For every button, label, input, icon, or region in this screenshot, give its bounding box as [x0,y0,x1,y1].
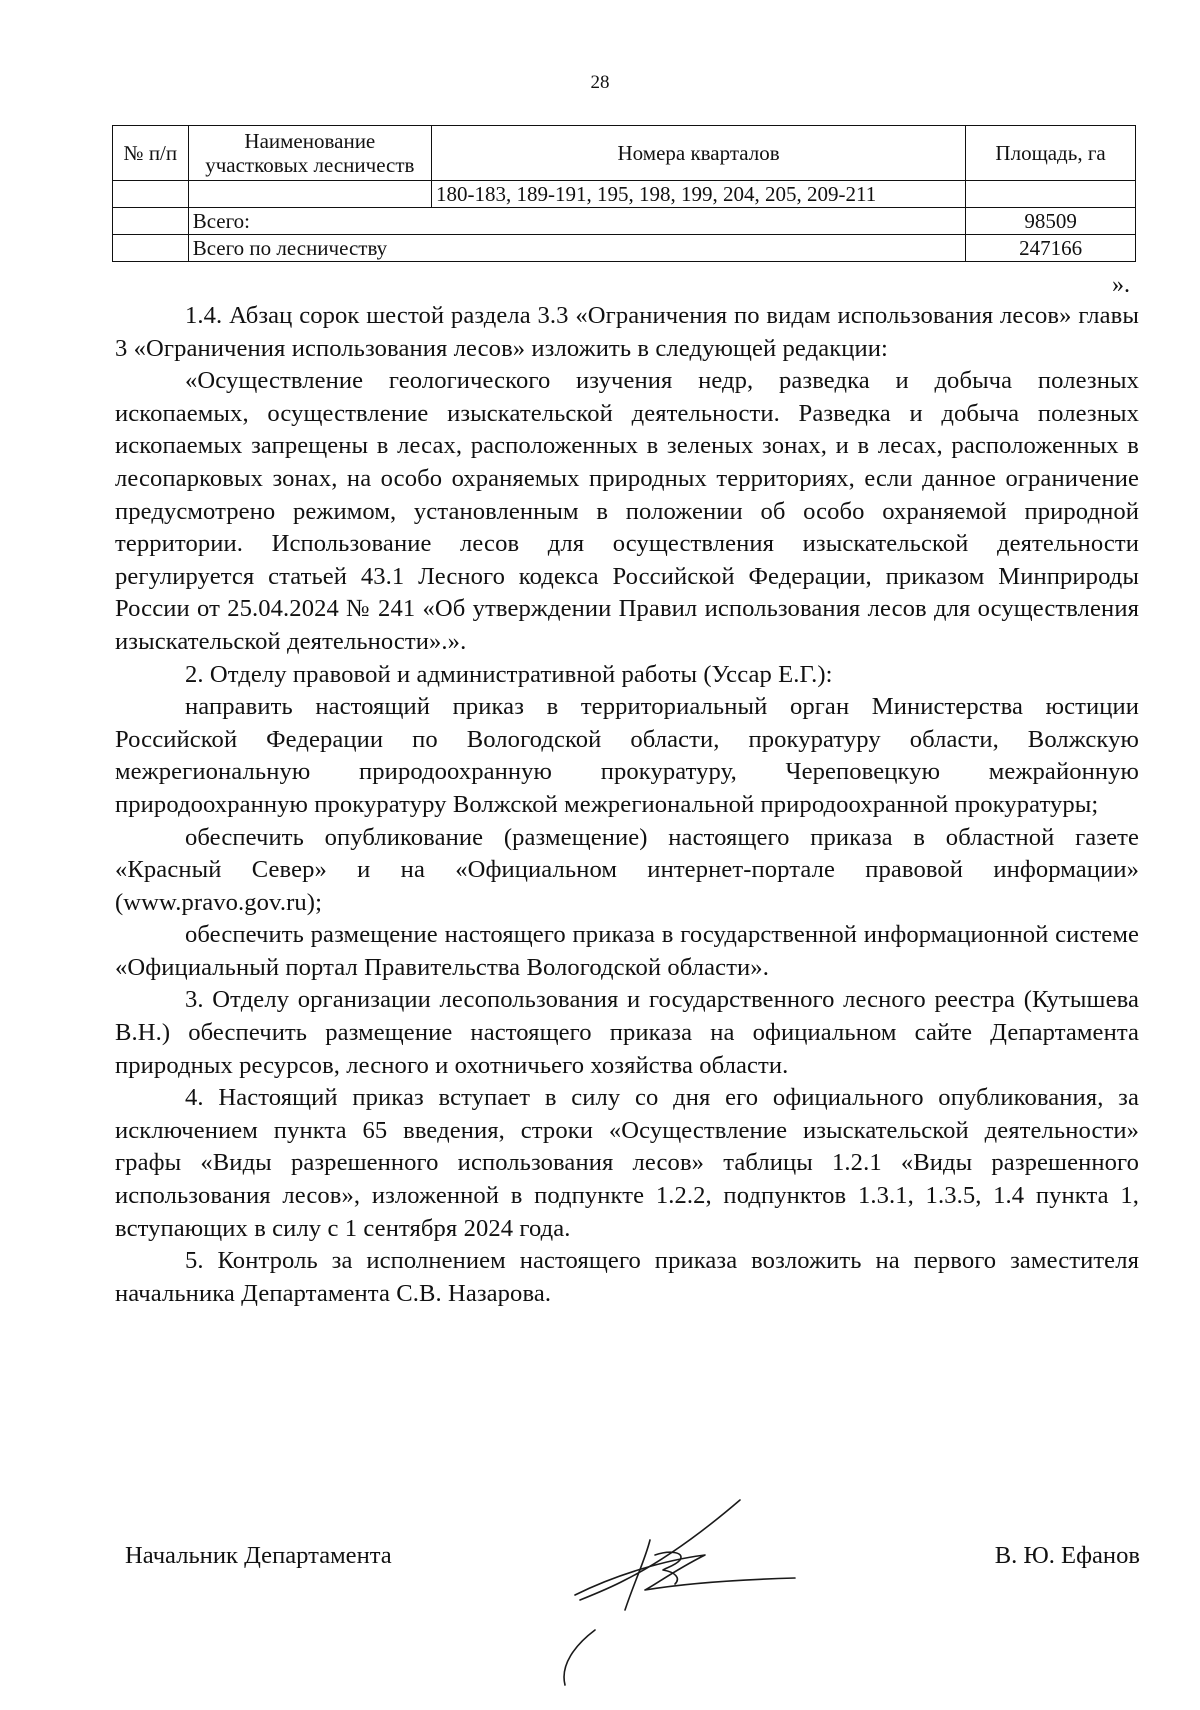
table-header-row [113,126,1136,181]
signatory-title: Начальник Департамента [125,1542,392,1569]
header-area: Площадь, га [966,126,1136,181]
header-forestry-name: Наименование участковых лесничеств [188,126,431,181]
paragraph-2-direct: направить настоящий приказ в территориальный орган Министерства юстиции Российской Федерации по Вологодской области, прокуратуру области, Волжскую межрегиональную природоохранную прокуратуру, Череповецкую межрайонную природоохранную прокуратуру Волжской межрегиональной природоохранной прокуратуры; [115,693,1139,818]
forest-quarters-table [112,125,1136,262]
paragraph-2-portal: обеспечить размещение настоящего приказа в государственной информационной системе «Официальный портал Правительства Вологодской области». [115,921,1139,981]
signature-block [125,1530,1140,1700]
paragraph-4: 4. Настоящий приказ вступает в силу со дня его официального опубликования, за исключением пункта 65 введения, строки «Осуществление изыскательской деятельности» графы «Виды разрешенного использования лесов» таблицы 1.2.1 «Виды разрешенного использования лесов», изложенной в подпункте 1.2.2, подпунктов 1.3.1, 1.3.5, 1.4 пункта 1, вступающих в силу с 1 сентября 2024 года. [115,1084,1139,1242]
header-number: № п/п [113,126,189,181]
cell-number [113,208,189,235]
order-body-text [115,300,1139,1310]
paragraph-5: 5. Контроль за исполнением настоящего приказа возложить на первого заместителя начальника Департамента С.В. Назарова. [115,1247,1139,1307]
cell-area [966,181,1136,208]
header-quarters: Номера кварталов [432,126,966,181]
handwritten-signature [555,1460,855,1710]
paragraph-3: 3. Отделу организации лесопользования и государственного лесного реестра (Кутышева В.Н.) обеспечить размещение настоящего приказа на официальном сайте Департамента природных ресурсов, лесного и охотничьего хозяйства области. [115,986,1139,1079]
paragraph-quoted-text: «Осуществление геологического изучения недр, разведка и добыча полезных ископаемых, осуществление изыскательской деятельности. Разведка и добыча полезных ископаемых запрещены в лесах, расположенных в зеленых зонах, и в лесах, расположенных в лесопарковых зонах, на особо охраняемых природных территориях, если данное ограничение предусмотрено режимом, установленным в положении об особо охраняемой природной территории. Использование лесов для осуществления изыскательской деятельности регулируется статьей 43.1 Лесного кодекса Российской Федерации, приказом Минприроды России от 25.04.2024 № 241 «Об утверждении Правил использования лесов для осуществления изыскательской деятельности».». [115,367,1139,655]
cell-quarters: 180-183, 189-191, 195, 198, 199, 204, 205, 209-211 [432,181,966,208]
signatory-name: В. Ю. Ефанов [994,1542,1140,1569]
table-row [113,181,1136,208]
paragraph-2-publish: обеспечить опубликование (размещение) настоящего приказа в областной газете «Красный Север» и на «Официальном интернет-портале правовой информации» (www.pravo.gov.ru); [115,823,1139,916]
cell-area: 98509 [966,208,1136,235]
cell-name: Всего: [188,208,966,235]
paragraph-2: 2. Отделу правовой и административной работы (Уссар Е.Г.): [185,660,833,688]
closing-quote: ». [1112,272,1130,298]
page-number: 28 [590,72,610,93]
table-row [113,208,1136,235]
table-row [113,235,1136,262]
paragraph-1-4: 1.4. Абзац сорок шестой раздела 3.3 «Ограничения по видам использования лесов» главы 3 «Ограничения использования лесов» изложить в следующей редакции: [115,302,1139,362]
cell-number [113,181,189,208]
cell-name: Всего по лесничеству [188,235,966,262]
cell-name [188,181,431,208]
cell-number [113,235,189,262]
cell-area: 247166 [966,235,1136,262]
